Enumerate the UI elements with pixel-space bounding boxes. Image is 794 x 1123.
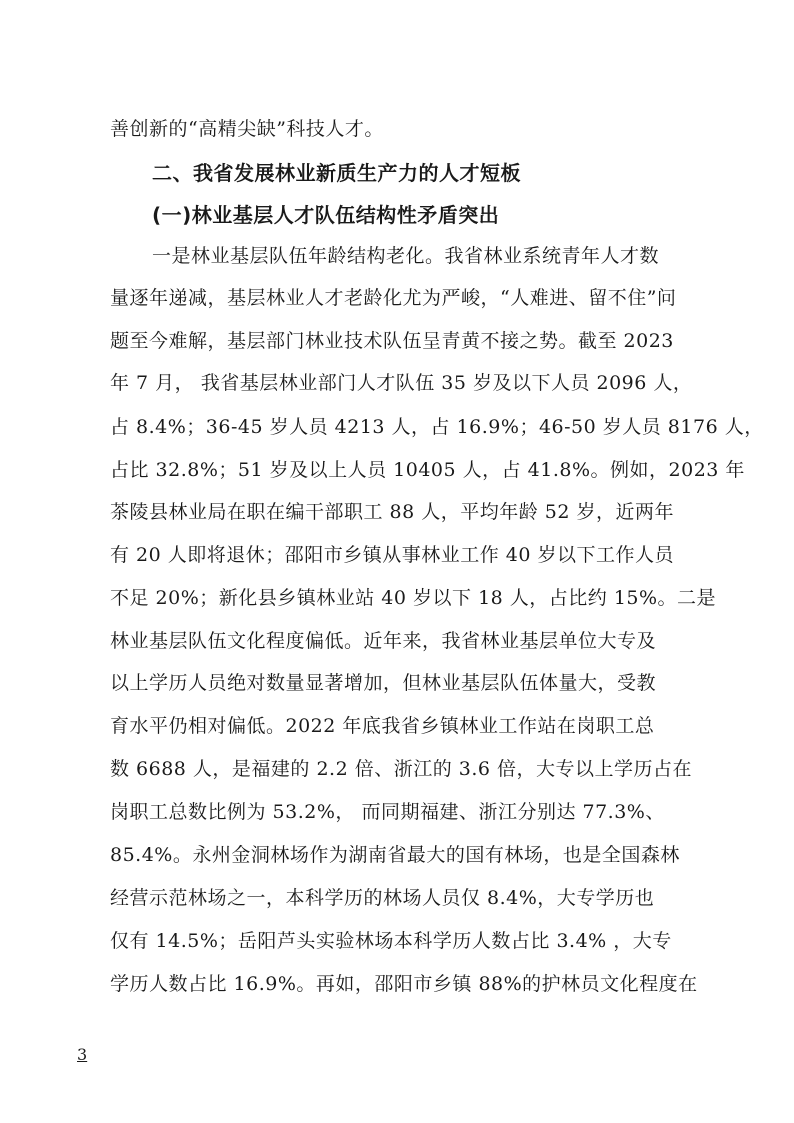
body-text-line: 量逐年递减，基层林业人才老龄化尤为严峻，“人难进、留不住”问 xyxy=(110,287,677,309)
body-text-line: 育水平仍相对偏低。2022 年底我省乡镇林业工作站在岗职工总 xyxy=(110,715,655,737)
body-text-line: 数 6688 人，是福建的 2.2 倍、浙江的 3.6 倍，大专以上学历占在 xyxy=(110,758,693,780)
body-text-line: 不足 20%；新化县乡镇林业站 40 岁以下 18 人，占比约 15%。二是 xyxy=(110,587,717,609)
body-text-line: 学历人数占比 16.9%。再如，邵阳市乡镇 88%的护林员文化程度在 xyxy=(110,973,698,995)
body-text-line: 林业基层队伍文化程度偏低。近年来，我省林业基层单位大专及 xyxy=(110,630,657,652)
body-text-line: 以上学历人员绝对数量显著增加，但林业基层队伍体量大，受教 xyxy=(110,672,657,694)
body-text-line: 仅有 14.5%；岳阳芦头实验林场本科学历人数占比 3.4% ，大专 xyxy=(110,930,672,952)
body-text-line: 岗职工总数比例为 53.2%， 而同期福建、浙江分别达 77.3%、 xyxy=(110,801,665,823)
subsection-heading: (一)林业基层人才队伍结构性矛盾突出 xyxy=(152,203,500,227)
body-text-line: 占 8.4%；36-45 岁人员 4213 人，占 16.9%；46-50 岁人员 8176 人， xyxy=(110,416,764,438)
body-text-line: 一是林业基层队伍年龄结构老化。我省林业系统青年人才数 xyxy=(152,245,660,267)
body-text-line: 占比 32.8%；51 岁及以上人员 10405 人，占 41.8%。例如，2023 年 xyxy=(110,459,745,481)
page-number: 3 xyxy=(77,1045,88,1064)
body-text-line: 有 20 人即将退休；邵阳市乡镇从事林业工作 40 岁以下工作人员 xyxy=(110,544,675,566)
body-text-line: 年 7 月， 我省基层林业部门人才队伍 35 岁及以下人员 2096 人， xyxy=(110,372,693,394)
body-text-line: 茶陵县林业局在职在编干部职工 88 人，平均年龄 52 岁，近两年 xyxy=(110,501,675,523)
body-text-line: 题至今难解，基层部门林业技术队伍呈青黄不接之势。截至 2023 xyxy=(110,330,674,352)
body-text-line: 85.4%。永州金洞林场作为湖南省最大的国有林场，也是全国森林 xyxy=(110,844,680,866)
section-heading: 二、我省发展林业新质生产力的人才短板 xyxy=(152,161,521,185)
body-text-line: 善创新的“高精尖缺”科技人才。 xyxy=(110,118,384,140)
body-text-line: 经营示范林场之一，本科学历的林场人员仅 8.4%，大专学历也 xyxy=(110,887,655,909)
